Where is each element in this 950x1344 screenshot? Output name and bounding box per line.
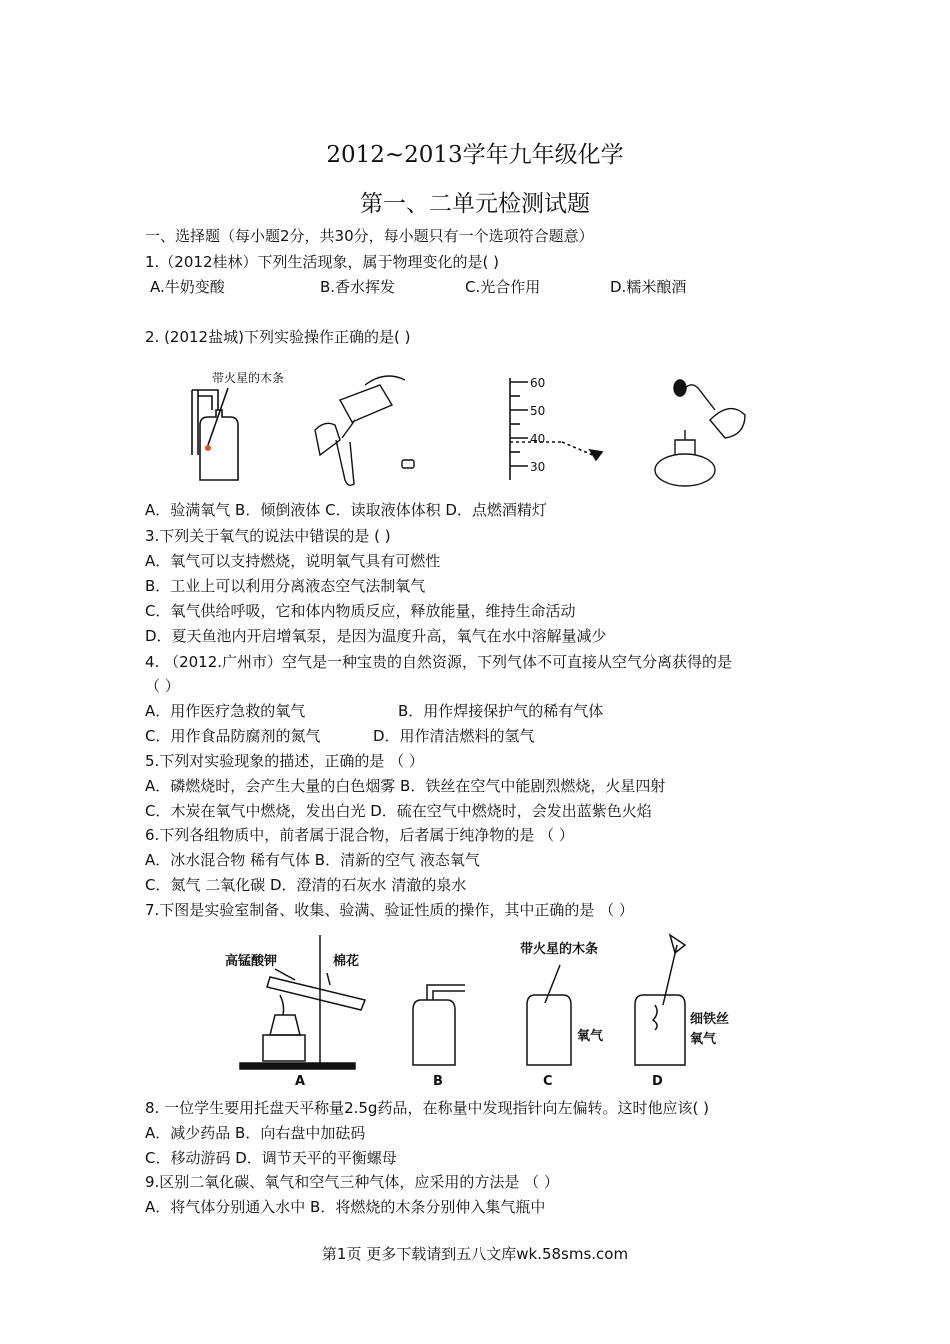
- c-oxygen-label: 氧气: [577, 1029, 604, 1044]
- q8-stem: 8. 一位学生要用托盘天平称量2.5g药品，在称量中发现指针向左偏转。这时他应该( ): [145, 1099, 709, 1117]
- q9-stem: 9.区别二氧化碳、氧气和空气三种气体，应采用的方法是 （ ）: [145, 1173, 559, 1191]
- q1-option-d: D.糯米酿酒: [610, 278, 687, 296]
- gas-collecting-bottle-icon: [192, 388, 238, 480]
- label-b: B: [433, 1074, 443, 1089]
- pouring-liquid-icon: [315, 376, 414, 485]
- q9-options-ab: A．将气体分别通入水中 B．将燃烧的木条分别伸入集气瓶中: [145, 1198, 546, 1216]
- q3-option-a: A．氧气可以支持燃烧，说明氧气具有可燃性: [145, 552, 441, 570]
- q1-option-c: C.光合作用: [465, 278, 541, 296]
- tick-40: 40: [530, 432, 546, 446]
- page-footer: 第1页 更多下载请到五八文库wk.58sms.com: [321, 1245, 629, 1263]
- graduated-cylinder-icon: [510, 378, 602, 480]
- tick-50: 50: [530, 404, 546, 418]
- kmno4-label: 高锰酸钾: [225, 954, 278, 969]
- q6-options-ab: A．冰水混合物 稀有气体 B．清新的空气 液态氧气: [145, 851, 480, 869]
- label-d: D: [652, 1074, 663, 1089]
- q3-stem: 3.下列关于氧气的说法中错误的是 ( ): [145, 527, 391, 545]
- label-a: A: [295, 1074, 306, 1089]
- q6-stem: 6.下列各组物质中，前者属于混合物，后者属于纯净物的是 （ ）: [145, 826, 574, 844]
- q3-option-c: C．氧气供给呼吸，它和体内物质反应，释放能量，维持生命活动: [145, 602, 576, 620]
- q2-options: A．验满氧气 B．倾倒液体 C．读取液体体积 D．点燃酒精灯: [145, 501, 547, 519]
- gas-bottle-splint-icon: [527, 965, 571, 1065]
- q3-option-d: D．夏天鱼池内开启增氧泵，是因为温度升高，氧气在水中溶解量减少: [145, 627, 607, 645]
- q5-options-cd: C．木炭在氧气中燃烧，发出白光 D．硫在空气中燃烧时，会发出蓝紫色火焰: [145, 802, 652, 820]
- q2-stem: 2. (2012盐城)下列实验操作正确的是( ): [145, 328, 411, 346]
- q4-option-a: A．用作医疗急救的氧气: [145, 702, 306, 720]
- cotton-label: 棉花: [333, 954, 360, 969]
- q2-splint-label: 带火星的木条: [212, 371, 285, 385]
- q4-stem: 4. （2012.广州市）空气是一种宝贵的自然资源，下列气体不可直接从空气分离获得的是: [145, 653, 733, 671]
- q7-stem: 7.下图是实验室制备、收集、验满、验证性质的操作，其中正确的是 （ ）: [145, 901, 634, 919]
- glowing-ember-icon: [205, 445, 211, 451]
- q7-figure: [215, 925, 755, 1090]
- collection-bottle-icon: [413, 985, 465, 1065]
- q1-option-b: B.香水挥发: [320, 278, 396, 296]
- exam-title-line2: 第一、二单元检测试题: [360, 191, 590, 217]
- tick-60: 60: [530, 376, 546, 390]
- exam-title-line1: 2012~2013学年九年级化学: [326, 142, 624, 168]
- q8-options-ab: A．减少药品 B．向右盘中加砝码: [145, 1124, 366, 1142]
- q5-options-ab: A．磷燃烧时，会产生大量的白色烟雾 B．铁丝在空气中能剧烈燃烧，火星四射: [145, 777, 666, 795]
- q2-figure: [170, 360, 770, 495]
- tick-30: 30: [530, 460, 546, 474]
- q3-option-b: B．工业上可以利用分离液态空气法制氧气: [145, 577, 426, 595]
- q1-stem: 1.（2012桂林）下列生活现象，属于物理变化的是( ): [145, 253, 499, 271]
- q4-option-b: B．用作焊接保护气的稀有气体: [398, 702, 604, 720]
- q1-option-a: A.牛奶变酸: [150, 278, 225, 296]
- q6-options-cd: C．氮气 二氧化碳 D．澄清的石灰水 清澈的泉水: [145, 876, 467, 894]
- label-c: C: [543, 1074, 553, 1089]
- iron-wire-combustion-icon: [635, 935, 685, 1065]
- section-heading: 一、选择题（每小题2分，共30分，每小题只有一个选项符合题意）: [145, 227, 594, 245]
- c-splint-label: 带火星的木条: [520, 942, 599, 957]
- wire-label: 细铁丝: [690, 1012, 730, 1027]
- q5-stem: 5.下列对实验现象的描述，正确的是 （ ）: [145, 752, 424, 770]
- d-oxygen-label: 氧气: [690, 1032, 717, 1047]
- q4-paren: （ ）: [145, 677, 180, 695]
- q4-option-c: C．用作食品防腐剂的氮气: [145, 727, 321, 745]
- q8-options-cd: C．移动游码 D．调节天平的平衡螺母: [145, 1149, 397, 1167]
- q4-option-d: D．用作清洁燃料的氢气: [373, 727, 535, 745]
- alcohol-lamp-icon: [655, 380, 745, 486]
